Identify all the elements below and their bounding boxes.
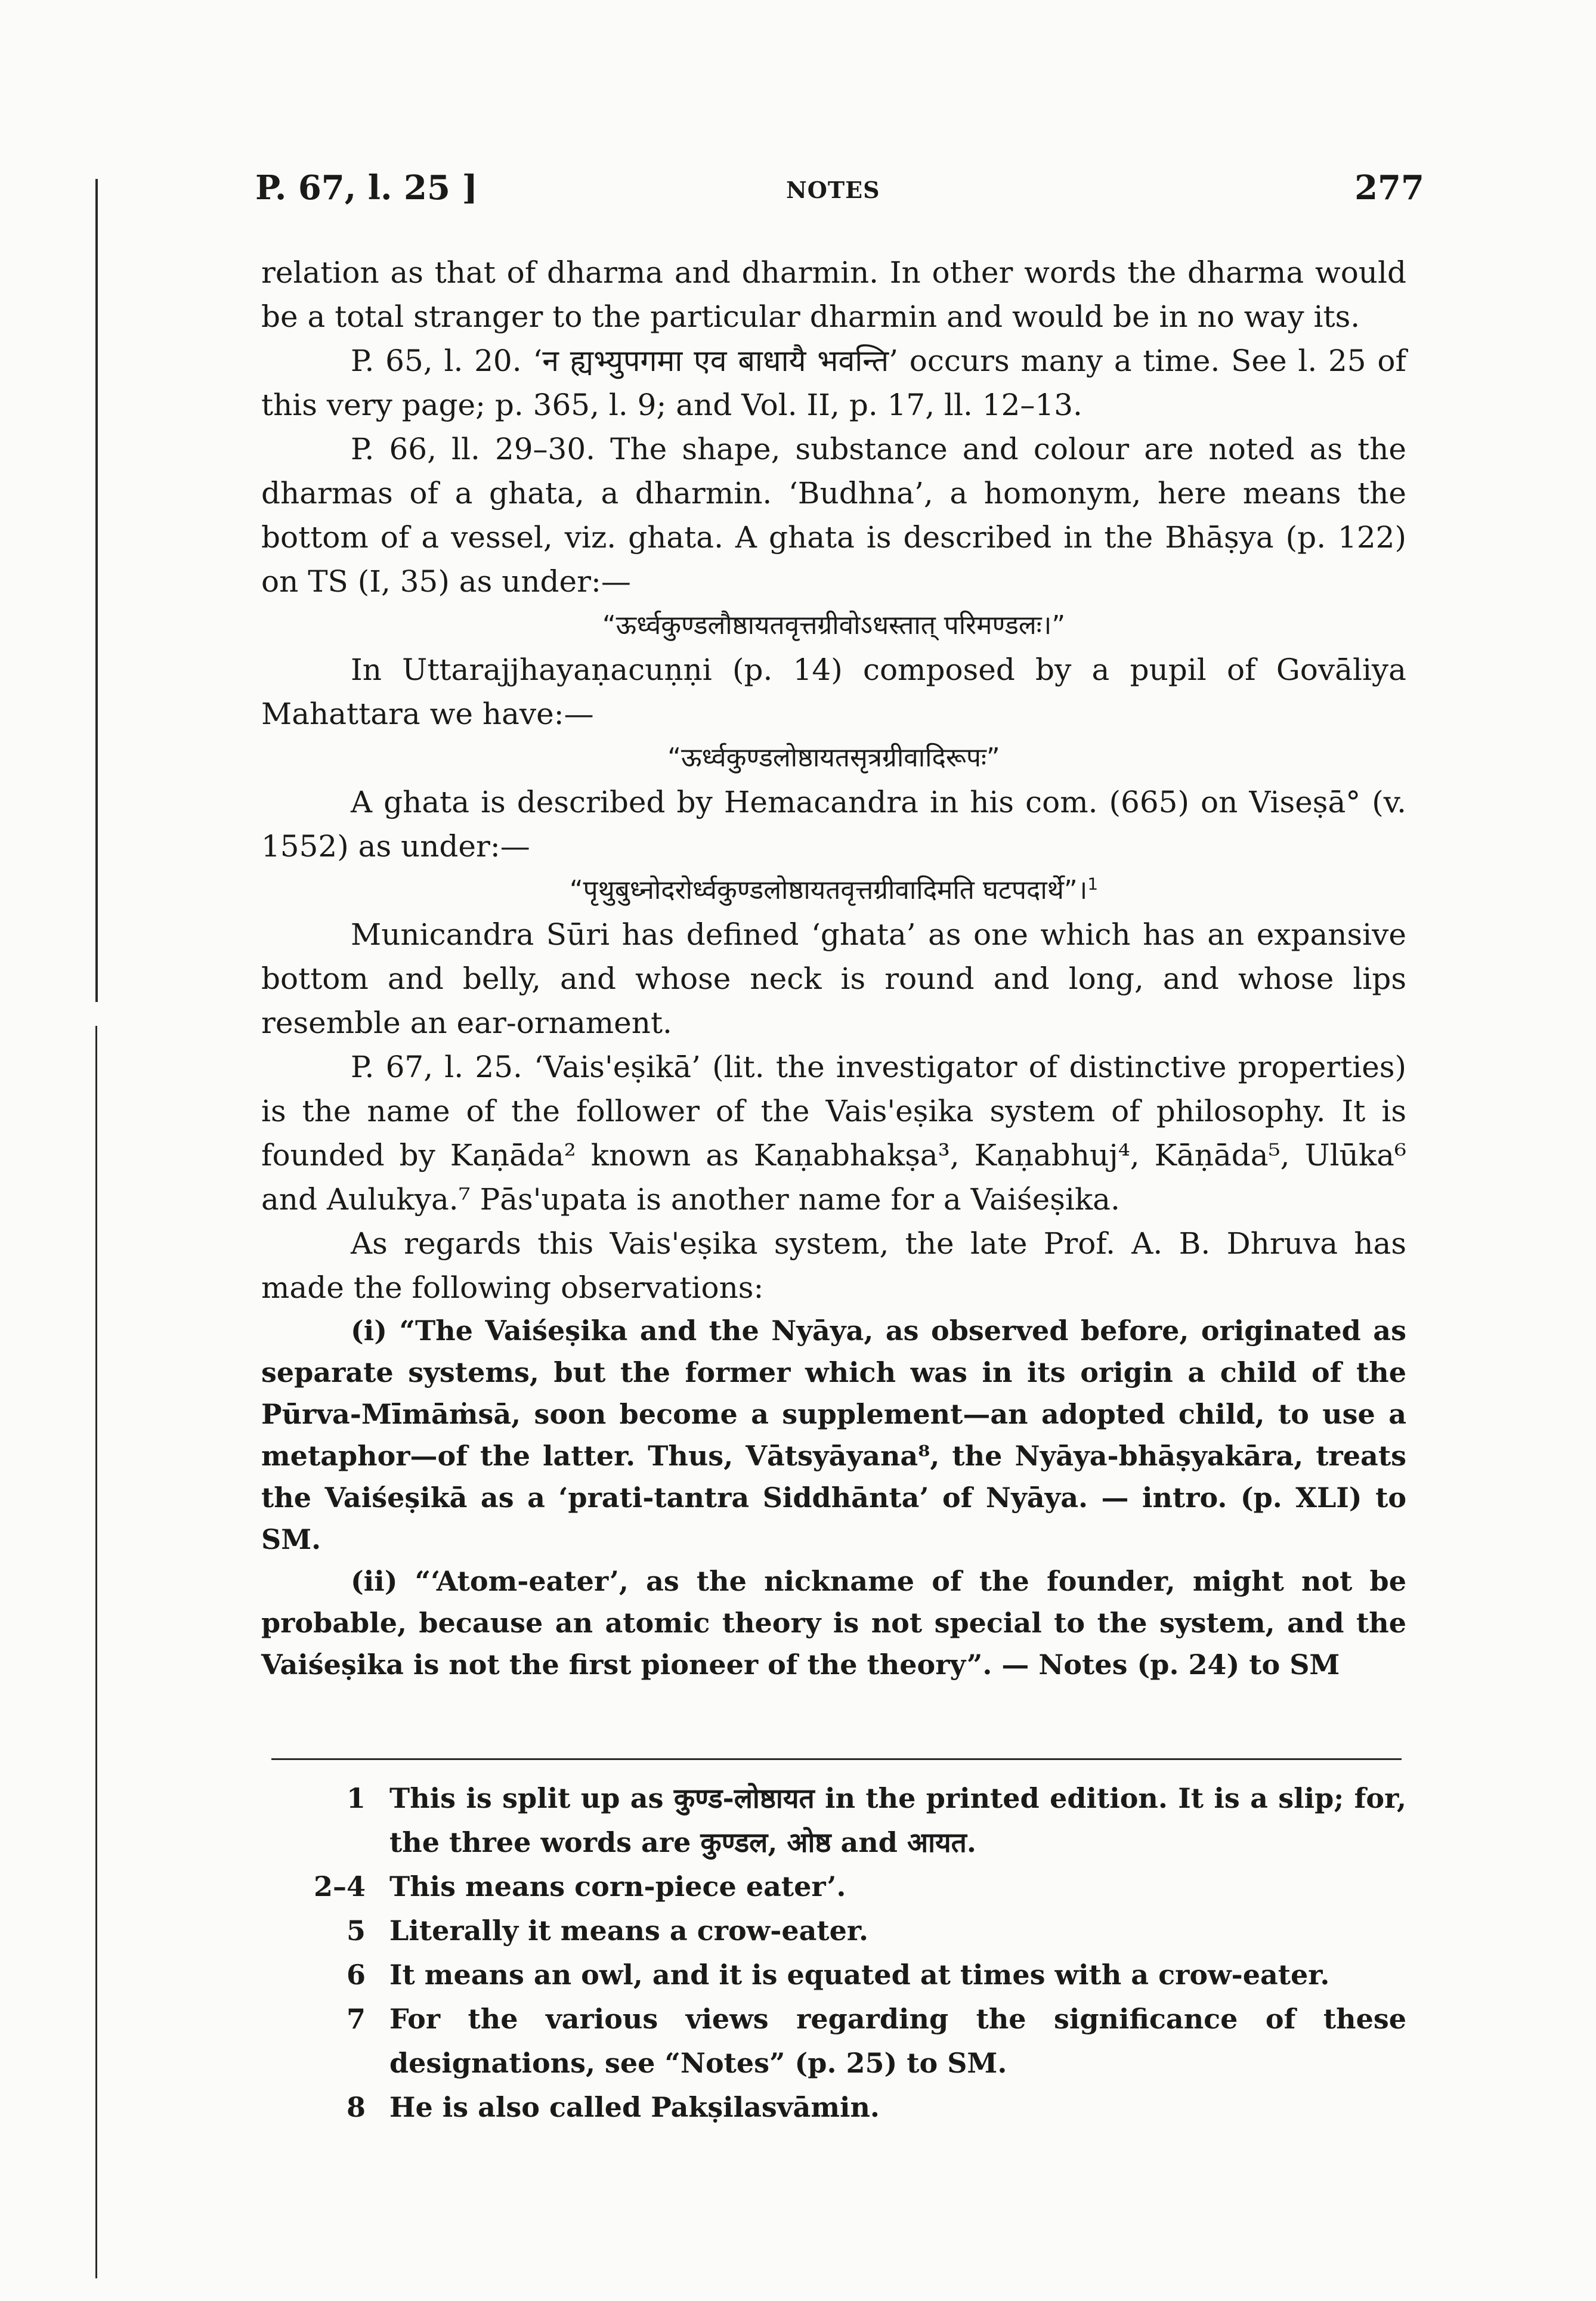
- sanskrit-quote: “ऊर्ध्वकुण्डलोष्ठायतसृत्रग्रीवादिरूपः”: [667, 743, 1000, 773]
- footnote: [261, 1997, 1406, 2085]
- footnote-number: 5: [346, 1915, 366, 1947]
- footnote-text: Literally it means a crow-eater.: [389, 1915, 868, 1947]
- footnote-number: 8: [346, 2091, 366, 2123]
- footnote-text: This means corn-piece eater’.: [389, 1870, 846, 1903]
- footnote-marker: 1: [1087, 874, 1099, 894]
- footnote-number: 7: [346, 2003, 366, 2035]
- footnote: [261, 1909, 1406, 1953]
- body-text: [261, 250, 1406, 1685]
- paragraph: Municandra Sūri has defined ‘ghata’ as one which has an expansive bottom and belly, and whose neck is round and long, and whose lips resemble an ear-ornament.: [261, 917, 1406, 1040]
- paragraph: relation as that of dharma and dharmin. In other words the dharma would be a total stranger to the particular dharmin and would be in no way its.: [261, 255, 1406, 334]
- paragraph: In Uttarajjhayaṇacuṇṇi (p. 14) composed by a pupil of Govāliya Mahattara we have:—: [261, 652, 1406, 731]
- paragraph: P. 65, l. 20. ‘न ह्यभ्युपगमा एव बाधायै भवन्ति’ occurs many a time. See l. 25 of this very page; p. 365, l. 9; and Vol. II, p. 17, ll. 12–13.: [261, 344, 1406, 422]
- footnote-number: 1: [346, 1782, 366, 1814]
- sanskrit-quote-wrap: [261, 868, 1406, 913]
- paragraph: A ghata is described by Hemacandra in his com. (665) on Viseṣā° (v. 1552) as under:—: [261, 785, 1406, 864]
- quotation: (ii) “‘Atom-eater’, as the nickname of the founder, might not be probable, because an atomic theory is not special to the system, and the Vaiśeṣika is not the first pioneer of the theory”. — Notes (p. 24) to SM: [261, 1565, 1406, 1681]
- footnote-number: 6: [346, 1959, 366, 1991]
- header-reference: P. 67, l. 25 ]: [255, 168, 478, 208]
- paragraph: P. 67, l. 25. ‘Vais'eṣikā’ (lit. the investigator of distinctive properties) is the name of the follower of the Vais'eṣika system of philosophy. It is founded by Kaṇāda² known as Kaṇabhakṣa³, Kaṇabhuj⁴, Kāṇāda⁵, Ulūka⁶ and Aulukya.⁷ Pās'upata is another name for a Vaiśeṣika.: [261, 1050, 1406, 1217]
- running-header: [255, 168, 1424, 222]
- footnote-text: For the various views regarding the significance of these designations, see “Notes” (p. 25) to SM.: [389, 2003, 1406, 2079]
- footnote-text: He is also called Pakṣilasvāmin.: [389, 2091, 880, 2123]
- footnote-divider: [271, 1758, 1402, 1760]
- footnote-number: 2–4: [313, 1870, 366, 1903]
- footnotes: [261, 1776, 1406, 2129]
- quotation: (i) “The Vaiśeṣika and the Nyāya, as observed before, originated as separate systems, but the former which was in its origin a child of the Pūrva-Mīmāṁsā, soon become a supplement—an adopted child, to use a metaphor—of the latter. Thus, Vātsyāyana⁸, the Nyāya-bhāṣyakāra, treats the Vaiśeṣikā as a ‘prati-tantra Siddhānta’ of Nyāya. — intro. (p. XLI) to SM.: [261, 1315, 1406, 1555]
- footnote: [261, 1864, 1406, 1909]
- paragraph: P. 66, ll. 29–30. The shape, substance and colour are noted as the dharmas of a ghata, a dharmin. ‘Budhna’, a homonym, here means the bottom of a vessel, viz. ghata. A ghata is described in the Bhāṣya (p. 122) on TS (I, 35) as under:—: [261, 432, 1406, 599]
- footnote: [261, 1953, 1406, 1997]
- footnote-text: It means an owl, and it is equated at times with a crow-eater.: [389, 1959, 1330, 1991]
- scan-margin-line: [95, 1026, 97, 2278]
- paragraph: As regards this Vais'eṣika system, the late Prof. A. B. Dhruva has made the following observations:: [261, 1226, 1406, 1305]
- footnote: [261, 1776, 1406, 1864]
- footnote-text: This is split up as कुण्ड-लोष्ठायत in the printed edition. It is a slip; for, the three words are कुण्डल, ओष्ठ and आयत.: [389, 1782, 1406, 1858]
- sanskrit-quote: “पृथुबुध्नोदरोर्ध्वकुण्डलोष्ठायतवृत्तग्रीवादिमति घटपदार्थे”।: [569, 875, 1088, 905]
- scan-margin-line: [95, 179, 98, 1002]
- footnote: [261, 2085, 1406, 2129]
- page-number: 277: [1354, 168, 1424, 208]
- sanskrit-quote: “ऊर्ध्वकुण्डलौष्ठायतवृत्तग्रीवोऽधस्तात् परिमण्डलः।”: [602, 610, 1066, 641]
- header-title: NOTES: [786, 177, 880, 203]
